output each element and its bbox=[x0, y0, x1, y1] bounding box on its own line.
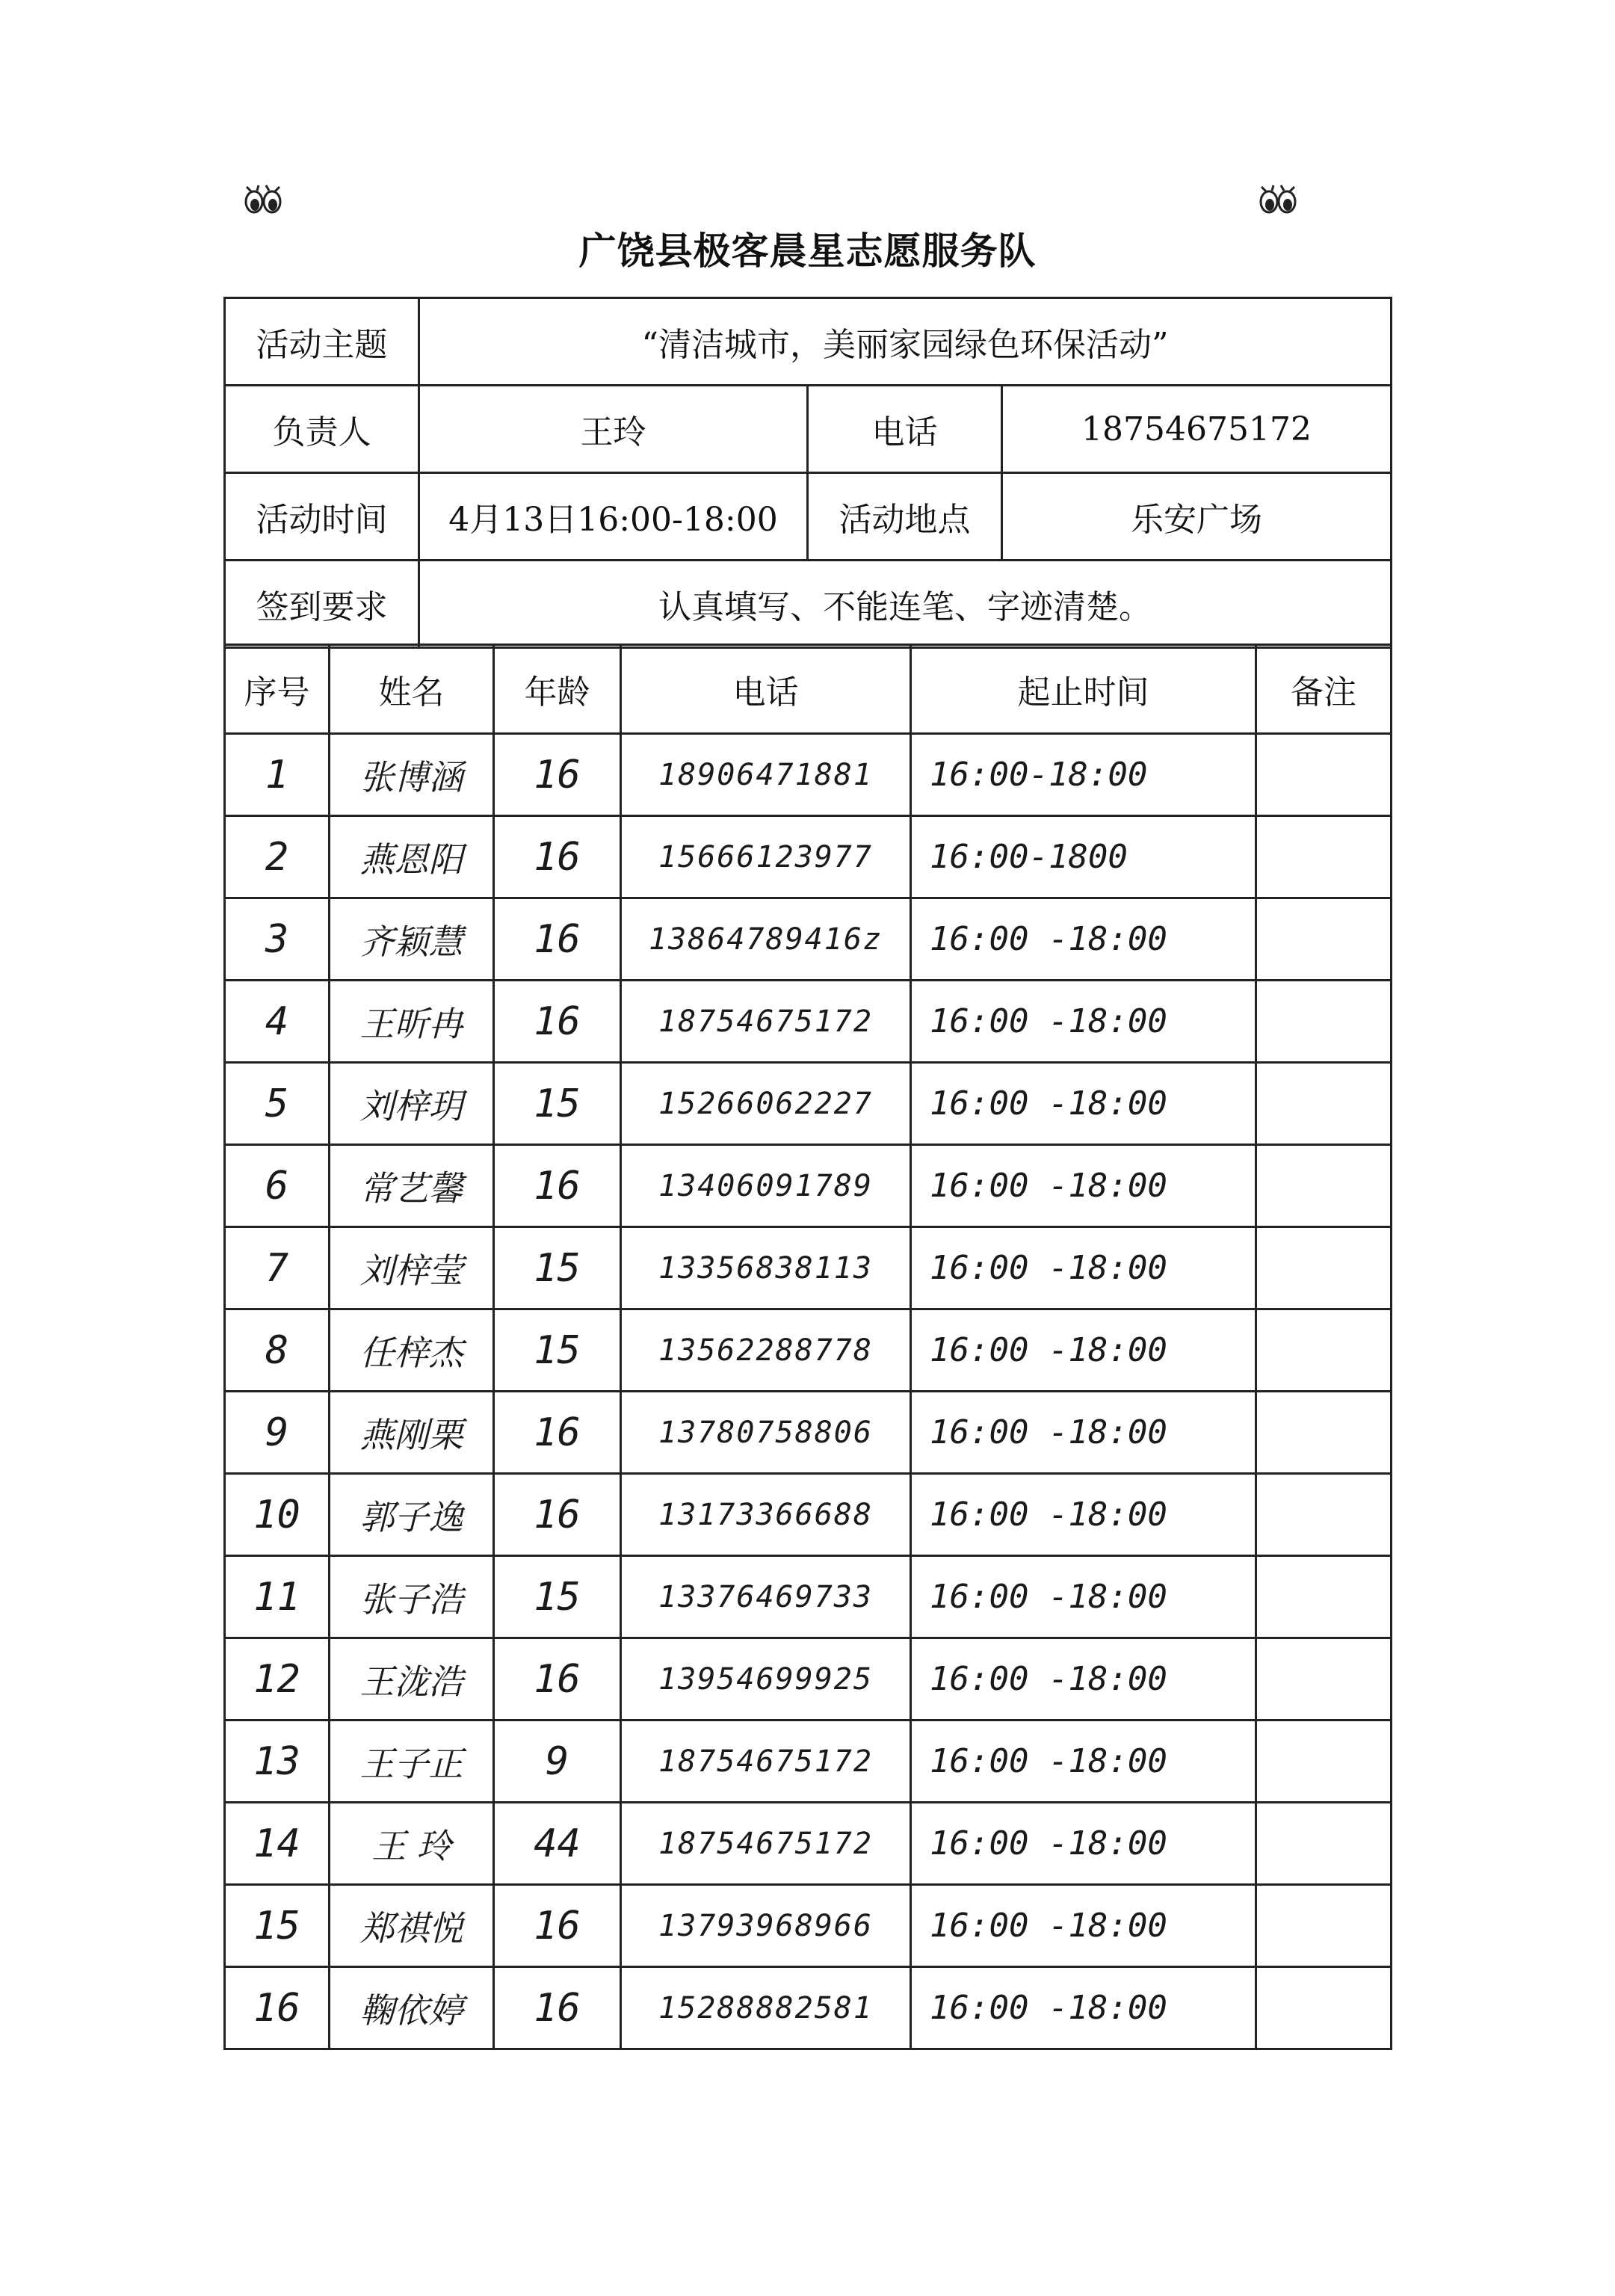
row-time: 16:00 -18:00 bbox=[911, 1392, 1256, 1474]
time-label: 活动时间 bbox=[225, 473, 419, 561]
row-age: 16 bbox=[494, 981, 621, 1063]
row-note bbox=[1256, 1721, 1392, 1803]
row-age: 15 bbox=[494, 1063, 621, 1145]
row-age: 16 bbox=[494, 1638, 621, 1721]
row-name: 燕恩阳 bbox=[330, 816, 494, 898]
table-row bbox=[225, 734, 1392, 816]
row-time: 16:00 -18:00 bbox=[911, 1721, 1256, 1803]
row-number: 2 bbox=[225, 816, 330, 898]
row-time: 16:00 -18:00 bbox=[911, 1063, 1256, 1145]
row-name: 王 玲 bbox=[330, 1803, 494, 1885]
row-number: 1 bbox=[225, 734, 330, 816]
signin-value: 认真填写、不能连笔、字迹清楚。 bbox=[419, 561, 1392, 648]
row-phone: 15266062227 bbox=[621, 1063, 911, 1145]
signin-label: 签到要求 bbox=[225, 561, 419, 648]
table-row bbox=[225, 1063, 1392, 1145]
row-phone: 13173366688 bbox=[621, 1474, 911, 1556]
table-row bbox=[225, 1885, 1392, 1967]
row-note bbox=[1256, 1227, 1392, 1309]
table-row bbox=[225, 816, 1392, 898]
row-age: 15 bbox=[494, 1556, 621, 1638]
table-row bbox=[225, 1721, 1392, 1803]
row-age: 15 bbox=[494, 1309, 621, 1392]
row-age: 16 bbox=[494, 1392, 621, 1474]
header-phone: 电话 bbox=[621, 645, 911, 734]
row-name: 郑祺悦 bbox=[330, 1885, 494, 1967]
signin-sheet-table bbox=[223, 644, 1392, 2050]
leader-row bbox=[225, 386, 1392, 473]
header-note: 备注 bbox=[1256, 645, 1392, 734]
row-time: 16:00 -18:00 bbox=[911, 898, 1256, 981]
row-name: 郭子逸 bbox=[330, 1474, 494, 1556]
row-age: 16 bbox=[494, 816, 621, 898]
row-number: 11 bbox=[225, 1556, 330, 1638]
table-row bbox=[225, 1474, 1392, 1556]
row-number: 5 bbox=[225, 1063, 330, 1145]
row-note bbox=[1256, 1309, 1392, 1392]
row-note bbox=[1256, 1063, 1392, 1145]
row-phone: 13356838113 bbox=[621, 1227, 911, 1309]
row-age: 16 bbox=[494, 1885, 621, 1967]
row-phone: 13864789416z bbox=[621, 898, 911, 981]
table-header-row bbox=[225, 645, 1392, 734]
row-number: 14 bbox=[225, 1803, 330, 1885]
time-place-row bbox=[225, 473, 1392, 561]
row-time: 16:00 -18:00 bbox=[911, 1474, 1256, 1556]
table-row bbox=[225, 1309, 1392, 1392]
row-time: 16:00 -18:00 bbox=[911, 981, 1256, 1063]
row-time: 16:00 -18:00 bbox=[911, 1885, 1256, 1967]
row-age: 9 bbox=[494, 1721, 621, 1803]
row-name: 刘梓玥 bbox=[330, 1063, 494, 1145]
row-note bbox=[1256, 1145, 1392, 1227]
row-name: 常艺馨 bbox=[330, 1145, 494, 1227]
row-note bbox=[1256, 1638, 1392, 1721]
row-note bbox=[1256, 898, 1392, 981]
row-name: 任梓杰 bbox=[330, 1309, 494, 1392]
row-age: 16 bbox=[494, 1145, 621, 1227]
eyes-doodle-icon bbox=[241, 179, 285, 217]
table-row bbox=[225, 1227, 1392, 1309]
row-phone: 18754675172 bbox=[621, 981, 911, 1063]
row-number: 12 bbox=[225, 1638, 330, 1721]
row-time: 16:00 -18:00 bbox=[911, 1556, 1256, 1638]
leader-value: 王玲 bbox=[419, 386, 808, 473]
row-number: 10 bbox=[225, 1474, 330, 1556]
row-age: 16 bbox=[494, 898, 621, 981]
row-name: 王子正 bbox=[330, 1721, 494, 1803]
table-row bbox=[225, 898, 1392, 981]
row-time: 16:00 -18:00 bbox=[911, 1227, 1256, 1309]
row-number: 4 bbox=[225, 981, 330, 1063]
row-note bbox=[1256, 1474, 1392, 1556]
row-note bbox=[1256, 1885, 1392, 1967]
row-phone: 15666123977 bbox=[621, 816, 911, 898]
table-row bbox=[225, 1803, 1392, 1885]
row-name: 张博涵 bbox=[330, 734, 494, 816]
table-row bbox=[225, 1638, 1392, 1721]
place-value: 乐安广场 bbox=[1002, 473, 1392, 561]
row-time: 16:00 -18:00 bbox=[911, 1638, 1256, 1721]
row-age: 15 bbox=[494, 1227, 621, 1309]
row-name: 燕刚栗 bbox=[330, 1392, 494, 1474]
page-title: 广饶县极客晨星志愿服务队 bbox=[578, 229, 1037, 273]
time-value: 4月13日16:00-18:00 bbox=[419, 473, 808, 561]
theme-row bbox=[225, 298, 1392, 386]
row-number: 8 bbox=[225, 1309, 330, 1392]
header-no: 序号 bbox=[225, 645, 330, 734]
phone-label: 电话 bbox=[808, 386, 1002, 473]
theme-label: 活动主题 bbox=[225, 298, 419, 386]
row-note bbox=[1256, 981, 1392, 1063]
row-phone: 13562288778 bbox=[621, 1309, 911, 1392]
row-age: 16 bbox=[494, 734, 621, 816]
row-note bbox=[1256, 1967, 1392, 2049]
row-age: 44 bbox=[494, 1803, 621, 1885]
row-number: 3 bbox=[225, 898, 330, 981]
row-name: 王昕冉 bbox=[330, 981, 494, 1063]
row-number: 7 bbox=[225, 1227, 330, 1309]
table-row bbox=[225, 1967, 1392, 2049]
row-name: 齐颖慧 bbox=[330, 898, 494, 981]
row-phone: 18754675172 bbox=[621, 1721, 911, 1803]
row-name: 张子浩 bbox=[330, 1556, 494, 1638]
table-row bbox=[225, 1556, 1392, 1638]
place-label: 活动地点 bbox=[808, 473, 1002, 561]
theme-value: “清洁城市，美丽家园绿色环保活动” bbox=[419, 298, 1392, 386]
row-note bbox=[1256, 816, 1392, 898]
row-note bbox=[1256, 734, 1392, 816]
table-row bbox=[225, 1145, 1392, 1227]
row-time: 16:00 -18:00 bbox=[911, 1803, 1256, 1885]
row-note bbox=[1256, 1803, 1392, 1885]
row-phone: 15288882581 bbox=[621, 1967, 911, 2049]
header-name: 姓名 bbox=[330, 645, 494, 734]
row-age: 16 bbox=[494, 1967, 621, 2049]
row-phone: 13793968966 bbox=[621, 1885, 911, 1967]
row-name: 王泷浩 bbox=[330, 1638, 494, 1721]
row-number: 6 bbox=[225, 1145, 330, 1227]
row-age: 16 bbox=[494, 1474, 621, 1556]
row-name: 刘梓莹 bbox=[330, 1227, 494, 1309]
row-phone: 18906471881 bbox=[621, 734, 911, 816]
row-note bbox=[1256, 1556, 1392, 1638]
signin-row bbox=[225, 561, 1392, 648]
row-number: 15 bbox=[225, 1885, 330, 1967]
row-time: 16:00 -18:00 bbox=[911, 1145, 1256, 1227]
row-phone: 13954699925 bbox=[621, 1638, 911, 1721]
row-number: 16 bbox=[225, 1967, 330, 2049]
row-time: 16:00 -18:00 bbox=[911, 1967, 1256, 2049]
header-age: 年龄 bbox=[494, 645, 621, 734]
row-time: 16:00-18:00 bbox=[911, 734, 1256, 816]
row-number: 13 bbox=[225, 1721, 330, 1803]
row-name: 鞠依婷 bbox=[330, 1967, 494, 2049]
table-row bbox=[225, 1392, 1392, 1474]
phone-value: 18754675172 bbox=[1002, 386, 1392, 473]
row-phone: 18754675172 bbox=[621, 1803, 911, 1885]
row-time: 16:00-1800 bbox=[911, 816, 1256, 898]
leader-label: 负责人 bbox=[225, 386, 419, 473]
row-number: 9 bbox=[225, 1392, 330, 1474]
eyes-doodle-icon bbox=[1256, 179, 1300, 217]
row-phone: 13406091789 bbox=[621, 1145, 911, 1227]
row-time: 16:00 -18:00 bbox=[911, 1309, 1256, 1392]
row-phone: 13780758806 bbox=[621, 1392, 911, 1474]
row-note bbox=[1256, 1392, 1392, 1474]
row-phone: 13376469733 bbox=[621, 1556, 911, 1638]
header-time: 起止时间 bbox=[911, 645, 1256, 734]
table-row bbox=[225, 981, 1392, 1063]
activity-info-table bbox=[223, 297, 1392, 649]
